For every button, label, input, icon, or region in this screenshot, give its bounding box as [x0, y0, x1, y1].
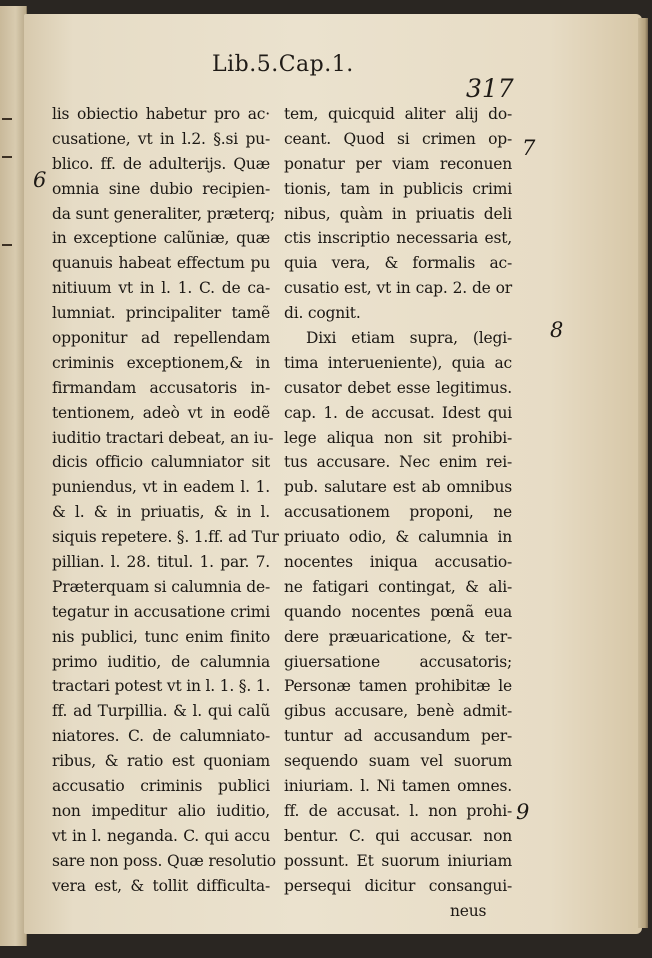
text-line: ne fatigari contingat, & ali-	[284, 577, 512, 596]
text-line: accusationem proponi, ne	[284, 503, 512, 522]
text-line: gibus accusare, benè admit-	[284, 702, 512, 721]
text-line: tegatur in accusatione crimi	[52, 602, 270, 621]
text-line: Personæ tamen prohibitæ le	[284, 677, 512, 696]
text-line: ctis inscriptio necessaria est,	[284, 229, 512, 248]
text-line: nitiuum vt in l. 1. C. de ca-	[52, 279, 270, 298]
text-line: tractari potest vt in l. 1. §. 1.	[52, 677, 271, 696]
text-line: cusatione, vt in l.2. §.si pu-	[52, 129, 270, 148]
text-line: quanuis habeat effectum pu	[52, 254, 270, 273]
margin-note-7: 7	[522, 136, 536, 160]
text-line: ribus, & ratio est quoniam	[52, 752, 270, 771]
right-text-column	[284, 102, 512, 923]
text-line: sare non poss. Quæ resolutio	[52, 851, 276, 870]
catchword: neus	[450, 901, 487, 920]
text-line: lumniat. principaliter tamẽ	[52, 304, 270, 323]
text-line: giuersatione accusatoris;	[284, 652, 512, 671]
text-line: cap. 1. de accusat. Idest qui	[284, 403, 512, 422]
facing-page-ink	[2, 156, 12, 158]
text-line: tem, quicquid aliter alij do-	[284, 105, 512, 123]
text-line: dere præuaricatione, & ter-	[284, 627, 512, 646]
running-head: Lib.5.Cap.1.	[212, 52, 354, 77]
text-line: dicis officio calumniator sit	[52, 453, 270, 472]
text-line: nibus, quàm in priuatis deli	[284, 204, 512, 223]
text-line: cusator debet esse legitimus.	[284, 378, 512, 397]
text-line: di. cognit.	[284, 304, 361, 323]
facing-page-ink	[2, 118, 12, 120]
text-line: ff. ad Turpillia. & l. qui calũ	[52, 702, 270, 721]
text-line: priuato odio, & calumnia in	[284, 528, 512, 547]
text-line: opponitur ad repellendam	[52, 329, 270, 348]
text-line: firmandam accusatoris in-	[52, 378, 270, 397]
text-line: in exceptione calũniæ, quæ	[52, 229, 270, 248]
text-line: lis obiectio habetur pro ac·	[52, 105, 270, 123]
text-line: sequendo suam vel suorum	[284, 752, 512, 771]
text-line: ponatur per viam reconuen	[284, 154, 512, 173]
text-line: & l. & in priuatis, & in l.	[52, 503, 270, 522]
text-line: cusatio est, vt in cap. 2. de or	[284, 279, 512, 298]
facing-page-edge	[0, 6, 27, 946]
text-line: tentionem, adeò vt in eodẽ	[52, 403, 270, 422]
text-line: criminis exceptionem,& in	[52, 353, 270, 372]
text-line: tuntur ad accusandum per-	[284, 727, 512, 746]
text-line: tus accusare. Nec enim rei-	[284, 453, 512, 472]
text-line: blico. ff. de adulterijs. Quæ	[52, 154, 270, 173]
text-line: quando nocentes pœnã eua	[284, 602, 512, 621]
page-edge-shadow	[638, 18, 648, 928]
text-line: bentur. C. qui accusar. non	[284, 826, 512, 845]
text-line: quia vera, & formalis ac-	[284, 254, 512, 273]
text-line: da sunt generaliter, præterq;	[52, 204, 275, 223]
text-line: nocentes iniqua accusatio-	[284, 553, 512, 572]
text-line: iniuriam. l. Ni tamen omnes.	[284, 777, 512, 796]
text-line: tima interueniente), quia ac	[284, 353, 512, 372]
text-line: tionis, tam in publicis crimi	[284, 179, 512, 198]
text-line: accusatio criminis publici	[52, 777, 270, 796]
margin-note-9: 9	[516, 800, 530, 824]
text-line: nis publici, tunc enim finito	[52, 627, 270, 646]
text-line: pub. salutare est ab omnibus	[284, 478, 512, 497]
page-number: 317	[466, 74, 514, 103]
facing-page-ink	[2, 244, 12, 246]
text-line: Præterquam si calumnia de-	[52, 577, 270, 596]
text-line: possunt. Et suorum iniuriam	[284, 851, 512, 870]
margin-note-6: 6	[33, 168, 47, 192]
text-line: lege aliqua non sit prohibi-	[284, 428, 512, 447]
left-text-column	[52, 102, 279, 899]
text-line: ff. de accusat. l. non prohi-	[284, 801, 512, 820]
text-line: primo iuditio, de calumnia	[52, 652, 270, 671]
text-line: non impeditur alio iuditio,	[52, 801, 270, 820]
margin-note-8: 8	[550, 318, 564, 342]
text-line: vt in l. neganda. C. qui accu	[52, 826, 270, 845]
text-line: ceant. Quod si crimen op-	[284, 129, 512, 148]
text-line: niatores. C. de calumniato-	[52, 727, 270, 746]
text-line: siquis repetere. §. 1.ff. ad Tur	[52, 528, 279, 547]
text-line: persequi dicitur consangui-	[284, 876, 512, 895]
text-line: pillian. l. 28. titul. 1. par. 7.	[52, 553, 270, 572]
text-line: iuditio tractari debeat, an iu-	[52, 428, 274, 447]
text-line: vera est, & tollit difficulta-	[52, 876, 270, 895]
text-line: omnia sine dubio recipien-	[52, 179, 270, 198]
text-line: puniendus, vt in eadem l. 1.	[52, 478, 270, 497]
text-line: Dixi etiam supra, (legi-	[306, 329, 512, 348]
